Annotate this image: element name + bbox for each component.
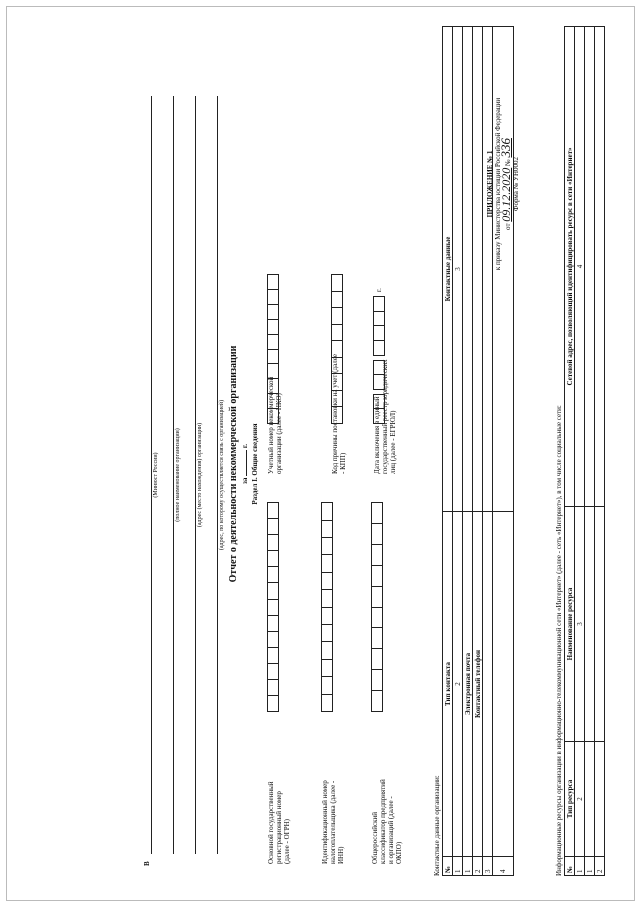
kpp-boxes[interactable]: [331, 274, 343, 424]
resources-col-number: 4: [575, 27, 585, 507]
contact-address-line: [217, 96, 218, 854]
resources-header-name: Наименование ресурса: [565, 507, 575, 742]
table-row: [483, 27, 493, 876]
resource-type-cell[interactable]: [595, 742, 605, 857]
table-row: [595, 27, 605, 876]
addressee-to-label: В: [143, 861, 151, 866]
order-line: к приказу Министерства юстиции Российской Федерации: [494, 97, 502, 271]
contact-value-cell[interactable]: [493, 27, 514, 512]
date-value: 09.12.2020: [499, 167, 513, 222]
resources-col-number: 2: [575, 742, 585, 857]
number-prefix: №: [504, 159, 512, 166]
nko-boxes[interactable]: [267, 274, 279, 424]
egrul-day-boxes[interactable]: [373, 394, 385, 424]
ogrn-boxes[interactable]: [267, 502, 279, 712]
table-row: [473, 27, 483, 876]
resource-type-cell[interactable]: [585, 742, 595, 857]
contacts-header-data: Контактные данные: [443, 27, 453, 512]
address-caption: (адрес (место нахождения) организации): [197, 422, 203, 528]
resource-name-cell[interactable]: [585, 507, 595, 742]
resources-header-address: Сетевой адрес, позволяющий идентифицировать ресурс в сети «Интернет»: [565, 27, 575, 507]
table-row: [463, 27, 473, 876]
resource-address-cell[interactable]: [585, 27, 595, 507]
resources-header-type: Тип ресурса: [565, 742, 575, 857]
section-title: Раздел I. Общие сведения: [251, 423, 259, 505]
row-number: 1: [585, 857, 595, 876]
appendix-title: ПРИЛОЖЕНИЕ № 1: [486, 150, 494, 218]
contact-value-cell[interactable]: [463, 27, 473, 512]
resources-numbering-row: [575, 27, 585, 876]
address-line: [195, 96, 196, 854]
contacts-table: [442, 26, 514, 876]
nko-label: Учетный номер некоммерческой организации (далее - НКО): [267, 376, 283, 474]
rotated-form: [1, 1, 640, 904]
full-name-caption: (полное наименование организации): [175, 428, 181, 522]
report-title: Отчет о деятельности некоммерческой организации: [228, 345, 239, 583]
resource-name-cell[interactable]: [595, 507, 605, 742]
contact-type: Контактный телефон: [473, 512, 483, 857]
row-number: 4: [493, 857, 514, 876]
ministry-caption: (Минюст России): [153, 452, 159, 498]
number-value: 336: [498, 138, 513, 158]
year-blank: [246, 450, 247, 476]
table-row: [585, 27, 595, 876]
full-name-line: [173, 96, 174, 854]
egrul-label: Дата включения в единый государственный реестр юридических лиц (далее - ЕГРЮЛ): [373, 359, 397, 474]
contacts-col-number: 2: [453, 512, 463, 857]
resources-caption: Информационные ресурсы организации в информационно-телекоммуникационной сети «Интернет» (далее - сеть «Интернет»), в том числе социальные сети:: [555, 405, 563, 876]
form-code: Форма № УН0002: [512, 156, 520, 212]
year-suffix: г.: [241, 444, 249, 449]
report-year-line: [241, 104, 249, 824]
resources-header-num: №: [565, 857, 575, 876]
egrul-month-boxes[interactable]: [373, 360, 385, 390]
okpo-label: Общероссийский классификатор предприятий и организаций (далее - ОКПО): [371, 779, 403, 864]
year-prefix: за: [241, 477, 249, 484]
contacts-caption: Контактные данные организации:: [433, 775, 441, 876]
contacts-header-row: [443, 27, 453, 876]
contact-value-cell[interactable]: [473, 27, 483, 512]
contact-type[interactable]: [483, 512, 493, 857]
inn-boxes[interactable]: [321, 502, 333, 712]
contact-address-caption: (адрес, по которому осуществляется связь с организацией): [219, 399, 225, 551]
resources-col-number: 1: [575, 857, 585, 876]
contacts-col-number: 3: [453, 27, 463, 512]
row-number: 3: [483, 857, 493, 876]
egrul-year-suffix: г.: [375, 288, 383, 292]
date-prefix: от: [504, 223, 512, 230]
row-number: 1: [463, 857, 473, 876]
contact-type[interactable]: [493, 512, 514, 857]
ogrn-label: Основной государственный регистрационный номер (далее - ОГРН): [267, 781, 291, 864]
contacts-col-number: 1: [453, 857, 463, 876]
table-row: [493, 27, 514, 876]
row-number: 2: [473, 857, 483, 876]
contact-value-cell[interactable]: [483, 27, 493, 512]
resources-table: [564, 26, 605, 876]
inn-label: Идентификационный номер налогоплательщика (далее - ИНН): [321, 780, 345, 864]
kpp-label: Код причины постановки на учет (далее - КПП): [331, 354, 347, 474]
resource-address-cell[interactable]: [595, 27, 605, 507]
egrul-year-boxes[interactable]: [373, 296, 385, 356]
contacts-numbering-row: [453, 27, 463, 876]
addressee-line: [151, 96, 152, 854]
contacts-header-type: Тип контакта: [443, 512, 453, 857]
row-number: 2: [595, 857, 605, 876]
okpo-boxes[interactable]: [371, 502, 383, 712]
resources-col-number: 3: [575, 507, 585, 742]
contact-type: Электронная почта: [463, 512, 473, 857]
contacts-header-num: №: [443, 857, 453, 876]
resources-header-row: [565, 27, 575, 876]
